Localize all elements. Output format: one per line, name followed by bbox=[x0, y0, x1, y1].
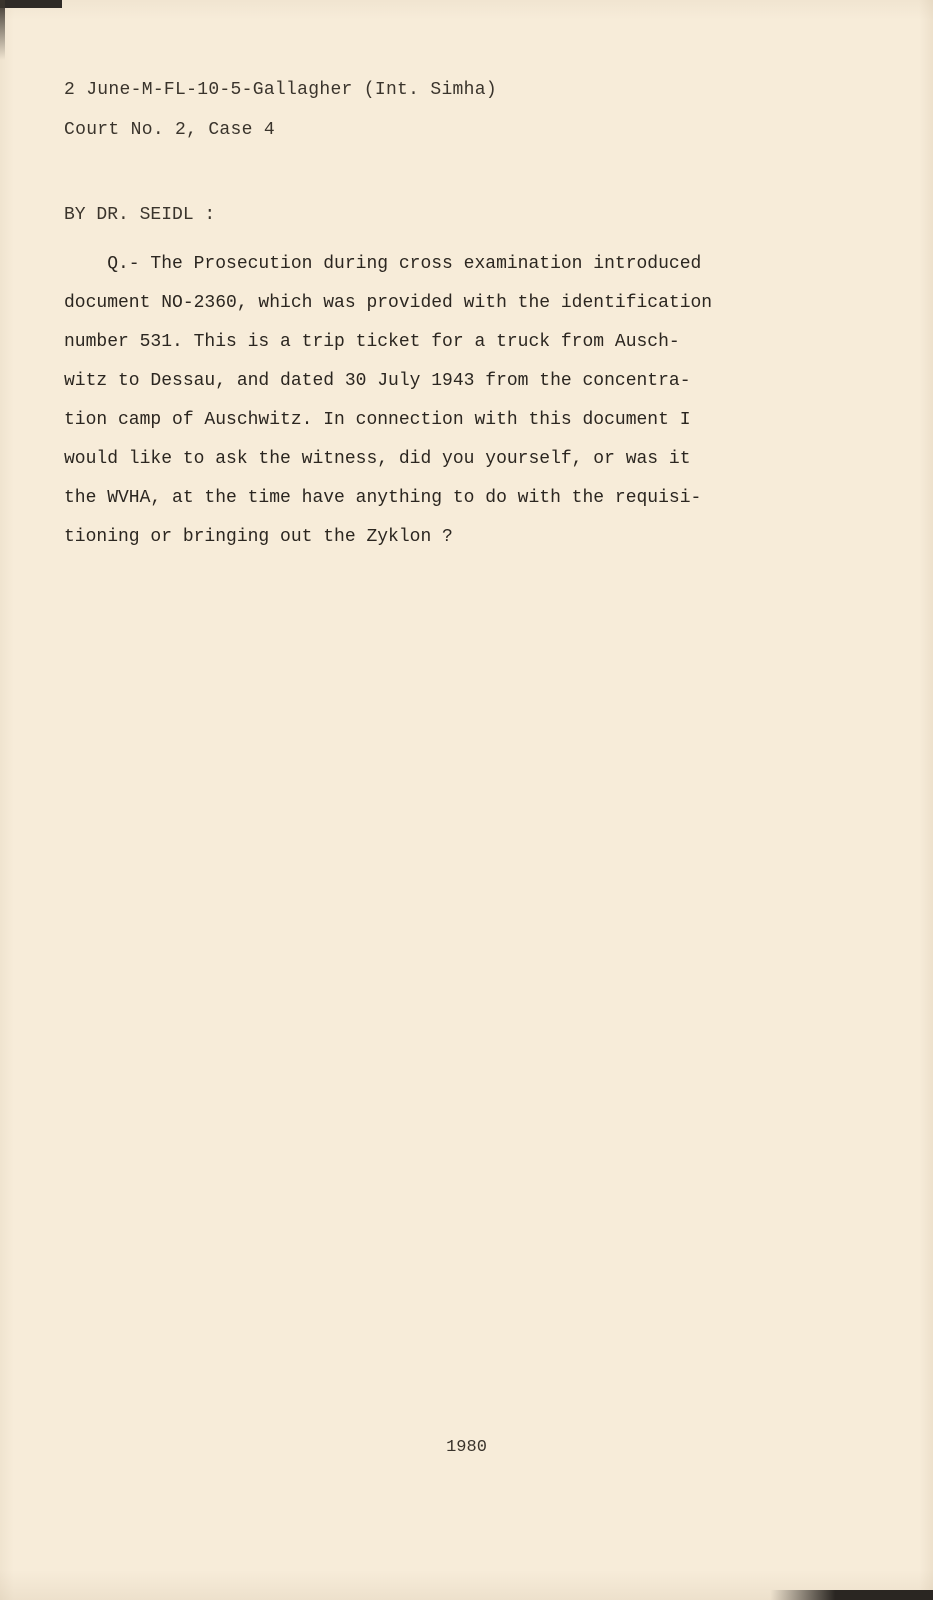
question-line: document NO-2360, which was provided with the identification bbox=[64, 293, 713, 313]
page-bottom-shadow bbox=[770, 1590, 933, 1600]
examiner-heading: BY DR. SEIDL : bbox=[64, 205, 216, 225]
question-line: Q.- The Prosecution during cross examination introduced bbox=[64, 254, 702, 274]
question-line: would like to ask the witness, did you yourself, or was it bbox=[64, 449, 691, 469]
header-transcript-id: 2 June-M-FL-10-5-Gallagher (Int. Simha) bbox=[64, 80, 497, 100]
question-line: witz to Dessau, and dated 30 July 1943 from the concentra- bbox=[64, 371, 691, 391]
question-line: tion camp of Auschwitz. In connection with this document I bbox=[64, 410, 691, 430]
page-number: 1980 bbox=[446, 1438, 487, 1457]
page-corner-mark bbox=[0, 0, 62, 8]
question-line: tioning or bringing out the Zyklon ? bbox=[64, 527, 453, 547]
page-edge-shadow bbox=[0, 0, 5, 60]
header-court-case: Court No. 2, Case 4 bbox=[64, 120, 275, 140]
question-line: the WVHA, at the time have anything to do with the requisi- bbox=[64, 488, 702, 508]
question-paragraph bbox=[64, 245, 804, 557]
question-line: number 531. This is a trip ticket for a truck from Ausch- bbox=[64, 332, 680, 352]
